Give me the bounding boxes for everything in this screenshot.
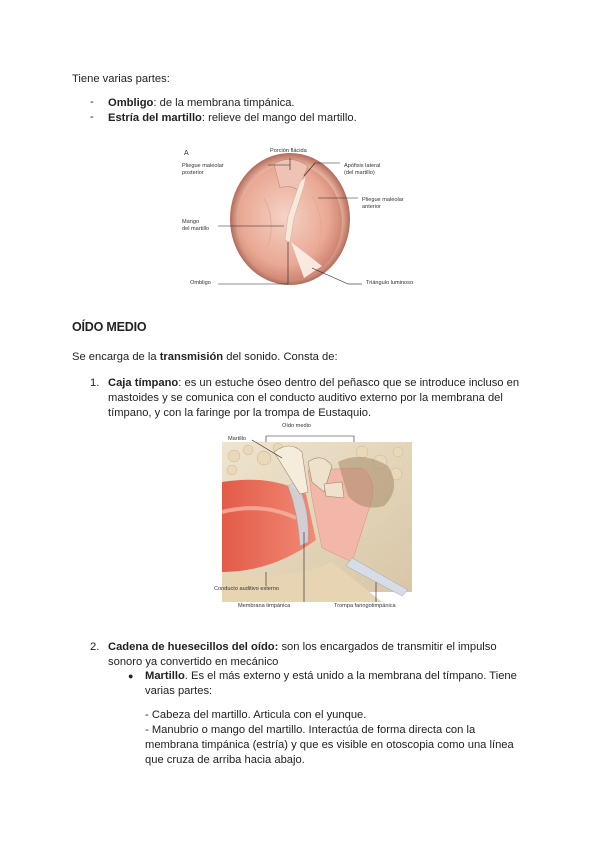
item-line: varias partes: [145,685,213,697]
term-estria: Estría del martillo [108,112,202,124]
item-description: : de la membrana timpánica. [153,97,295,109]
term-cadena-huesecillos: Cadena de huesecillos del oído: [108,641,279,653]
list-number: 1. [90,377,100,389]
sub-bullet-dot: ● [128,671,134,681]
intro-before: Se encarga de la [72,351,160,363]
term-ombligo: Ombligo [108,97,154,109]
parts-list-item [90,111,94,123]
label-conducto-auditivo-externo: Conducto auditivo externo [214,586,279,592]
intro-after: del sonido. Consta de: [223,351,338,363]
item-line: mastoides y se comunica con el conducto auditivo externo por la membrana del [108,392,503,404]
label-martillo: Martillo [228,436,247,442]
tympanic-membrane-figure [172,136,428,296]
item-line: sonoro ya convertido en mecánico [108,656,279,668]
intro-bold: transmisión [159,351,224,363]
sub-bullet-martillo [145,669,530,699]
item-line: son los encargados de transmitir el impulso [278,641,497,653]
term-martillo: Martillo [145,670,185,682]
item-line: : es un estuche óseo dentro del peñasco que se introduce incluso en [178,377,520,389]
term-caja-timpano: Caja tímpano [108,377,179,389]
list-number: 2. [90,641,100,653]
label-pliegue-posterior: Pliegue maleolar posterior [182,163,224,176]
label-triangulo-luminoso: Triángulo luminoso [366,280,414,286]
item-caja-timpano [108,376,528,421]
label-porcion-flacida: Porción flácida [270,148,307,154]
intro-text: Tiene varias partes: [72,73,170,85]
label-membrana-timpanica: Membrana timpánica [238,603,291,609]
figure-letter: A [184,150,189,157]
parts-list-item-text [108,96,295,111]
martillo-part-line: membrana timpánica (estría) y que es visible en otoscopia como una línea [145,739,514,751]
item-line: . Es el más externo y está unido a la membrana del tímpano. Tiene [184,670,517,682]
label-trompa-faringotimpanica: Trompa faringotimpánica [334,603,396,609]
label-ombligo: Ombligo [190,280,211,286]
middle-ear-figure [212,422,420,614]
section-heading: OÍDO MEDIO [72,320,147,334]
label-mango-martillo: Mango del martillo [182,219,210,232]
list-bullet: - [90,96,94,108]
list-bullet: - [90,111,94,123]
label-oido-medio: Oído medio [282,423,311,429]
label-pliegue-anterior: Pliegue maleolar anterior [362,197,404,210]
parts-list-item [90,96,94,108]
martillo-part-line: que cruza de arriba hacia abajo. [145,754,305,766]
item-cadena-huesecillos [108,640,528,670]
tympanic-membrane-illustration [172,136,428,296]
parts-list-item-text [108,111,357,126]
martillo-part-line: - Cabeza del martillo. Articula con el yunque. [145,709,367,721]
label-apofisis-lateral: Apófisis lateral (del martillo) [344,163,381,176]
martillo-parts [145,708,535,768]
section-intro [72,350,338,365]
item-line: tímpano, y con la faringe por la trompa de Eustaquio. [108,407,372,419]
item-description: : relieve del mango del martillo. [201,112,357,124]
martillo-part-line: - Manubrio o mango del martillo. Interactúa de forma directa con la [145,724,476,736]
